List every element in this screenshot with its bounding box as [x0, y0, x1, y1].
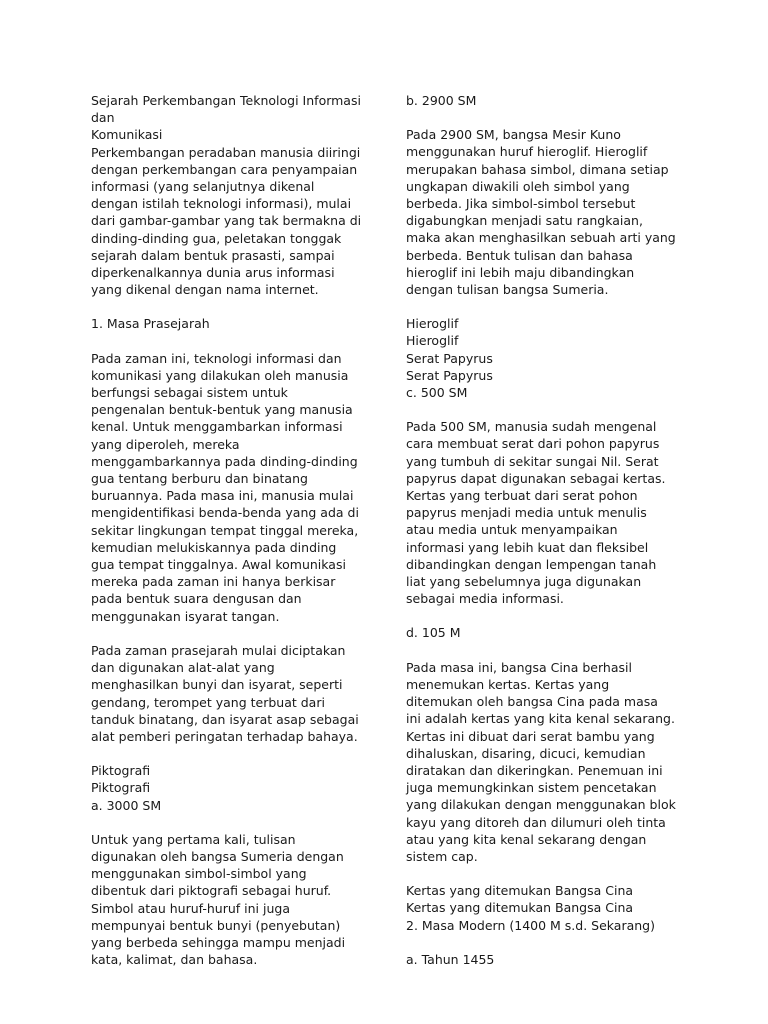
- caption-block-hieroglyph: [406, 315, 676, 401]
- paragraph-prehistory-1: Pada zaman ini, teknologi informasi dan komunikasi yang dilakukan oleh manusia berfungsi sebagai sistem untuk pengenalan bentuk-bentuk yang manusia kenal. Untuk menggambarkan informasi yang diperoleh, mereka menggambarkannya pada dinding-dinding gua tentang berburu dan binatang buruannya. Pada masa ini, manusia mulai mengidentifikasi benda-benda yang ada di sekitar lingkungan tempat tinggal mereka, kemudian melukiskannya pada dinding gua tempat tinggalnya. Awal komunikasi mereka pada zaman ini hanya berkisar pada bentuk suara dengusan dan menggunakan isyarat tangan.: [91, 350, 359, 624]
- heading-105-ad: d. 105 M: [406, 625, 461, 641]
- paragraph-2900-bc: Pada 2900 SM, bangsa Mesir Kuno menggunakan huruf hieroglif. Hieroglif merupakan bahasa simbol, dimana setiap ungkapan diwakili oleh simbol yang berbeda. Jika simbol-simbol tersebut digabungkan menjadi satu rangkaian, maka akan menghasilkan sebuah arti yang berbeda. Bentuk tulisan dan bahasa hieroglif ini lebih maju dibandingkan dengan tulisan bangsa Sumeria.: [406, 127, 676, 298]
- heading-1455: a. Tahun 1455: [406, 951, 495, 967]
- heading-500-bc: c. 500 SM: [406, 385, 468, 401]
- title-line-2: Komunikasi: [91, 127, 163, 143]
- heading-modern-era: 2. Masa Modern (1400 M s.d. Sekarang): [406, 917, 655, 933]
- paragraph-500-bc: Pada 500 SM, manusia sudah mengenal cara membuat serat dari pohon papyrus yang tumbuh di sekitar sungai Nil. Serat papyrus dapat digunakan sebagai kertas. Kertas yang terbuat dari serat pohon papyrus menjadi media untuk menulis atau media untuk menyampaikan informasi yang lebih kuat dan fleksibel dibandingkan dengan lempengan tanah liat yang sebelumnya juga digunakan sebagai media informasi.: [406, 419, 666, 607]
- image-caption: Hieroglif: [406, 333, 459, 349]
- caption-block-pictography: [91, 762, 363, 814]
- image-caption: Kertas yang ditemukan Bangsa Cina: [406, 883, 634, 899]
- caption-block-paper: [406, 882, 676, 934]
- image-caption: Serat Papyrus: [406, 367, 493, 383]
- title-line-1: Sejarah Perkembangan Teknologi Informasi dan: [91, 93, 361, 126]
- image-caption: Kertas yang ditemukan Bangsa Cina: [406, 900, 634, 916]
- paragraph-3000-bc: Untuk yang pertama kali, tulisan digunakan oleh bangsa Sumeria dengan menggunakan simbol-simbol yang dibentuk dari piktografi sebagai huruf. Simbol atau huruf-huruf ini juga mempunyai bentuk bunyi (penyebutan) yang berbeda sehingga mampu menjadi kata, kalimat, dan bahasa.: [91, 831, 346, 968]
- intro-paragraph: Perkembangan peradaban manusia diiringi dengan perkembangan cara penyampaian informasi (yang selanjutnya dikenal dengan istilah teknologi informasi), mulai dari gambar-gambar yang tak bermakna di dinding-dinding gua, peletakan tonggak sejarah dalam bentuk prasasti, sampai diperkenalkannya dunia arus informasi yang dikenal dengan nama internet.: [91, 144, 362, 298]
- image-caption: Piktografi: [91, 763, 151, 779]
- image-caption: Hieroglif: [406, 316, 459, 332]
- left-column: [91, 92, 363, 985]
- paragraph-prehistory-2: Pada zaman prasejarah mulai diciptakan dan digunakan alat-alat yang menghasilkan bunyi dan isyarat, seperti gendang, terompet yang terbuat dari tanduk binatang, dan isyarat asap sebagai alat pemberi peringatan terhadap bahaya.: [91, 642, 359, 744]
- heading-prehistory: 1. Masa Prasejarah: [91, 316, 210, 332]
- heading-2900-bc: b. 2900 SM: [406, 93, 477, 108]
- document-title: [91, 92, 363, 298]
- right-column: [406, 92, 676, 985]
- paragraph-105-ad: Pada masa ini, bangsa Cina berhasil menemukan kertas. Kertas yang ditemukan oleh bangsa Cina pada masa ini adalah kertas yang kita kenal sekarang. Kertas ini dibuat dari serat bambu yang dihaluskan, disaring, dicuci, kemudian diratakan dan dikeringkan. Penemuan ini juga memungkinkan sistem pencetakan yang dilakukan dengan menggunakan blok kayu yang ditoreh dan dilumuri oleh tinta atau yang kita kenal sekarang dengan sistem cap.: [406, 659, 676, 864]
- heading-3000-bc: a. 3000 SM: [91, 797, 162, 813]
- image-caption: Piktografi: [91, 780, 151, 796]
- image-caption: Serat Papyrus: [406, 350, 493, 366]
